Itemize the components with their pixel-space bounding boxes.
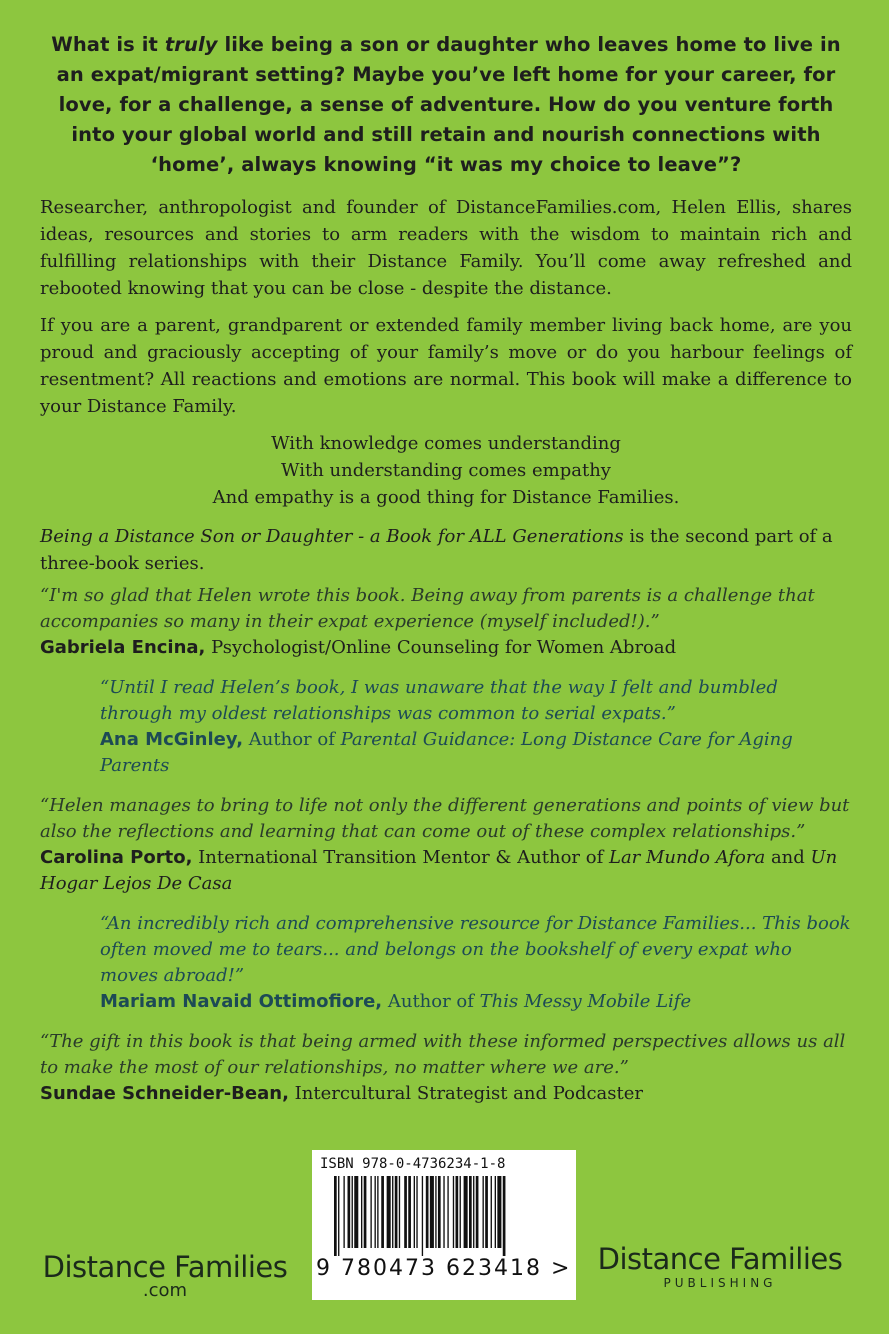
quote-work: This Messy Mobile Life: [479, 991, 692, 1012]
back-cover-text: [40, 30, 852, 1121]
quote-text: “An incredibly rich and comprehensive resource for Distance Families... This book often moved me to tears... and belongs on the bookshelf of every expat who moves abroad!”: [100, 913, 851, 986]
quote-role: Author of: [382, 991, 480, 1012]
quote-role: Author of: [243, 729, 341, 750]
quote-text: “Helen manages to bring to life not only the different generations and points of view but also the reflections and learning that can come out of these complex relationships.”: [40, 795, 850, 842]
quote-work: Parental Guidance: Long Distance Care for Aging Parents: [100, 729, 793, 776]
isbn-barcode: [312, 1150, 576, 1300]
isbn-number: ISBN 978-0-4736234-1-8: [320, 1156, 506, 1172]
intro-paragraph: [40, 30, 852, 180]
logo-right-main: Distance Families: [597, 1242, 843, 1276]
distance-families-publishing-logo: [590, 1242, 850, 1290]
logo-left-sub: .com: [142, 1280, 188, 1301]
quote-author: Sundae Schneider-Bean,: [40, 1083, 289, 1104]
description-paragraph-1: Researcher, anthropologist and founder of DistanceFamilies.com, Helen Ellis, shares ideas, resources and stories to arm readers with the wisdom to maintain rich and fulfilling relationships with their Distance Family. You’ll come away refreshed and rebooted knowing that you can be close - despite the distance.: [40, 197, 852, 299]
quote-work: Lar Mundo Afora: [608, 847, 766, 868]
ean-number: 9 780473 623418 >: [316, 1256, 572, 1281]
quote-work-2: Un Hogar Lejos De Casa: [40, 847, 838, 894]
quote-role: International Transition Mentor & Author of: [192, 847, 609, 868]
quote-text: “Until I read Helen’s book, I was unaware that the way I felt and bumbled through my oldest relationships was common to serial expats.”: [100, 677, 778, 724]
intro-emphasis: truly: [164, 33, 218, 56]
description-paragraph-2: If you are a parent, grandparent or extended family member living back home, are you proud and graciously accepting of your family’s move or do you harbour feelings of resentment? All reactions and emotions are normal. This book will make a difference to your Distance Family.: [40, 315, 852, 417]
intro-part1: What is it: [51, 33, 165, 56]
quote-role: Psychologist/Online Counseling for Women Abroad: [205, 637, 677, 658]
quote-text: “I'm so glad that Helen wrote this book. Being away from parents is a challenge that accompanies so many in their expat experience (myself included!).”: [40, 585, 815, 632]
quote-author: Mariam Navaid Ottimofiore,: [100, 991, 383, 1012]
mottos: [40, 430, 852, 511]
quote-author: Ana McGinley,: [100, 729, 244, 750]
distance-families-com-logo: [40, 1250, 290, 1301]
intro-part2: like being a son or daughter who leaves home to live in an expat/migrant setting? Maybe you’ve left home for your career, for love, for a challenge, a sense of adventure. How do you venture forth into your global world and still retain and nourish connections with ‘home’, always knowing “it was my choice to leave”?: [56, 33, 841, 176]
quote-text: “The gift in this book is that being armed with these informed perspectives allows us all to make the most of our relationships, no matter where we are.”: [40, 1031, 846, 1078]
series-note: [40, 523, 852, 577]
quote-role: Intercultural Strategist and Podcaster: [288, 1083, 643, 1104]
logo-left-main: Distance Families: [42, 1250, 288, 1284]
motto-line: And empathy is a good thing for Distance Families.: [212, 487, 680, 508]
series-rest: is the second part of a three-book series.: [40, 526, 833, 574]
quote-author: Gabriela Encina,: [40, 637, 206, 658]
quote-block: [40, 1029, 852, 1107]
logo-right-sub: PUBLISHING: [663, 1276, 777, 1290]
book-title: Being a Distance Son or Daughter - a Book for ALL Generations: [40, 526, 624, 547]
quote-and: and: [765, 847, 811, 868]
quote-block: [100, 675, 852, 779]
quote-author: Carolina Porto,: [40, 847, 193, 868]
barcode-bars-icon: [334, 1176, 556, 1256]
motto-line: With understanding comes empathy: [281, 460, 611, 481]
quote-block: [100, 911, 852, 1015]
quote-block: [40, 583, 852, 661]
motto-line: With knowledge comes understanding: [271, 433, 621, 454]
quote-block: [40, 793, 852, 897]
